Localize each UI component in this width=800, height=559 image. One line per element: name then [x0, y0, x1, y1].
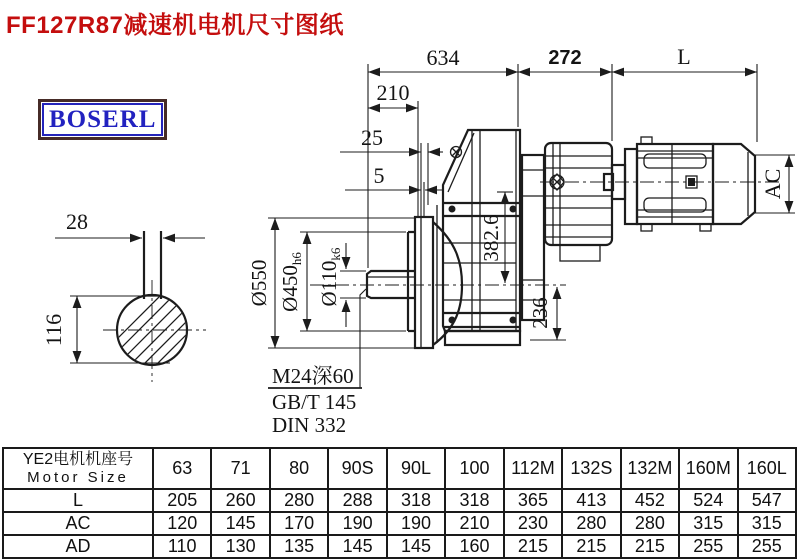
cell: 288: [328, 489, 386, 512]
dim-236: [528, 287, 566, 340]
cell: 205: [153, 489, 211, 512]
table-row-L: [3, 489, 796, 512]
cell: 210: [445, 512, 503, 535]
col-header: 112M: [504, 448, 562, 489]
table-header-motor-size: [3, 448, 153, 489]
cell: 315: [738, 512, 796, 535]
cell: 547: [738, 489, 796, 512]
col-header: 132S: [562, 448, 620, 489]
cell: 230: [504, 512, 562, 535]
cell: 190: [387, 512, 445, 535]
cell: 315: [679, 512, 737, 535]
cell: 215: [562, 535, 620, 558]
cell: 170: [270, 512, 328, 535]
cell: 413: [562, 489, 620, 512]
cell: 524: [679, 489, 737, 512]
cell: 255: [738, 535, 796, 558]
row-label: AD: [3, 535, 153, 558]
motor: [604, 137, 755, 231]
col-header: 71: [211, 448, 269, 489]
dim-spigot: [278, 232, 406, 331]
dim-236-label: 236: [528, 297, 552, 329]
dim-550-label: Ø550: [247, 259, 271, 307]
dim-AC: [753, 155, 795, 213]
col-header: 160L: [738, 448, 796, 489]
cell: 318: [387, 489, 445, 512]
table-row-AC: [3, 512, 796, 535]
dim-28: [55, 209, 205, 238]
keyway-lines: [144, 231, 161, 299]
motor-fin-panel-top: [644, 154, 706, 168]
col-header: 90S: [328, 448, 386, 489]
cell: 135: [270, 535, 328, 558]
motor-fan-cover: [713, 144, 755, 224]
dim-5-label: 5: [373, 163, 385, 188]
cell: 280: [562, 512, 620, 535]
col-header: 160M: [679, 448, 737, 489]
flange-bolt-band-lower: [443, 313, 520, 327]
dim-25-label: 25: [361, 125, 383, 150]
helical-unit: [545, 143, 612, 261]
col-header: 90L: [387, 448, 445, 489]
dim-25: [340, 125, 443, 216]
row-label: AC: [3, 512, 153, 535]
flange-bolt-band-upper: [443, 203, 520, 216]
cell: 255: [679, 535, 737, 558]
dim-382-label: 382.6: [479, 214, 503, 262]
cell: 215: [621, 535, 679, 558]
dim-450-tol: h6: [289, 252, 304, 266]
dim-634-label: 634: [426, 45, 460, 70]
row-label: L: [3, 489, 153, 512]
dim-110-main: Ø110: [317, 260, 341, 307]
col-header: 80: [270, 448, 328, 489]
cell: 365: [504, 489, 562, 512]
table-row-AD: [3, 535, 796, 558]
dim-450h6-label: [278, 252, 304, 312]
cell: 145: [387, 535, 445, 558]
boserl-logo-text: BOSERL: [42, 103, 163, 136]
col-header: 100: [445, 448, 503, 489]
cell: 110: [153, 535, 211, 558]
header-cn: YE2电机机座号: [22, 451, 134, 468]
dim-110-tol: k6: [328, 247, 343, 261]
cell: 280: [621, 512, 679, 535]
cell: 160: [445, 535, 503, 558]
dim-116-label: 116: [41, 313, 66, 347]
shaft-section-detail: [41, 209, 265, 382]
housing-base: [445, 331, 520, 345]
motor-flange: [625, 149, 637, 224]
dim-210-label: 210: [376, 80, 410, 105]
cell: 120: [153, 512, 211, 535]
cell: 215: [504, 535, 562, 558]
dim-AC-label: AC: [760, 168, 785, 200]
tap-std1-label: GB/T 145: [272, 390, 357, 414]
table-header-row: [3, 448, 796, 489]
cell: 280: [270, 489, 328, 512]
cell: 130: [211, 535, 269, 558]
input-stage-plate: [522, 155, 544, 320]
dim-450-main: Ø450: [278, 265, 302, 312]
dim-110k6-label: [317, 247, 343, 306]
tap-note-label: M24深60: [272, 364, 354, 388]
tap-std2-label: DIN 332: [272, 413, 347, 437]
cell: 145: [328, 535, 386, 558]
cell: 190: [328, 512, 386, 535]
cell: 318: [445, 489, 503, 512]
dim-L-label: L: [677, 44, 691, 69]
dim-28-label: 28: [66, 209, 88, 234]
cell: 145: [211, 512, 269, 535]
motor-size-table: [2, 447, 797, 559]
col-header: 132M: [621, 448, 679, 489]
col-header: 63: [153, 448, 211, 489]
cell: 452: [621, 489, 679, 512]
cell: 260: [211, 489, 269, 512]
dim-272-label: 272: [548, 47, 582, 69]
page-title: FF127R87减速机电机尺寸图纸: [6, 12, 344, 39]
dim-382-6: [479, 192, 513, 283]
header-en: Motor Size: [27, 469, 129, 486]
